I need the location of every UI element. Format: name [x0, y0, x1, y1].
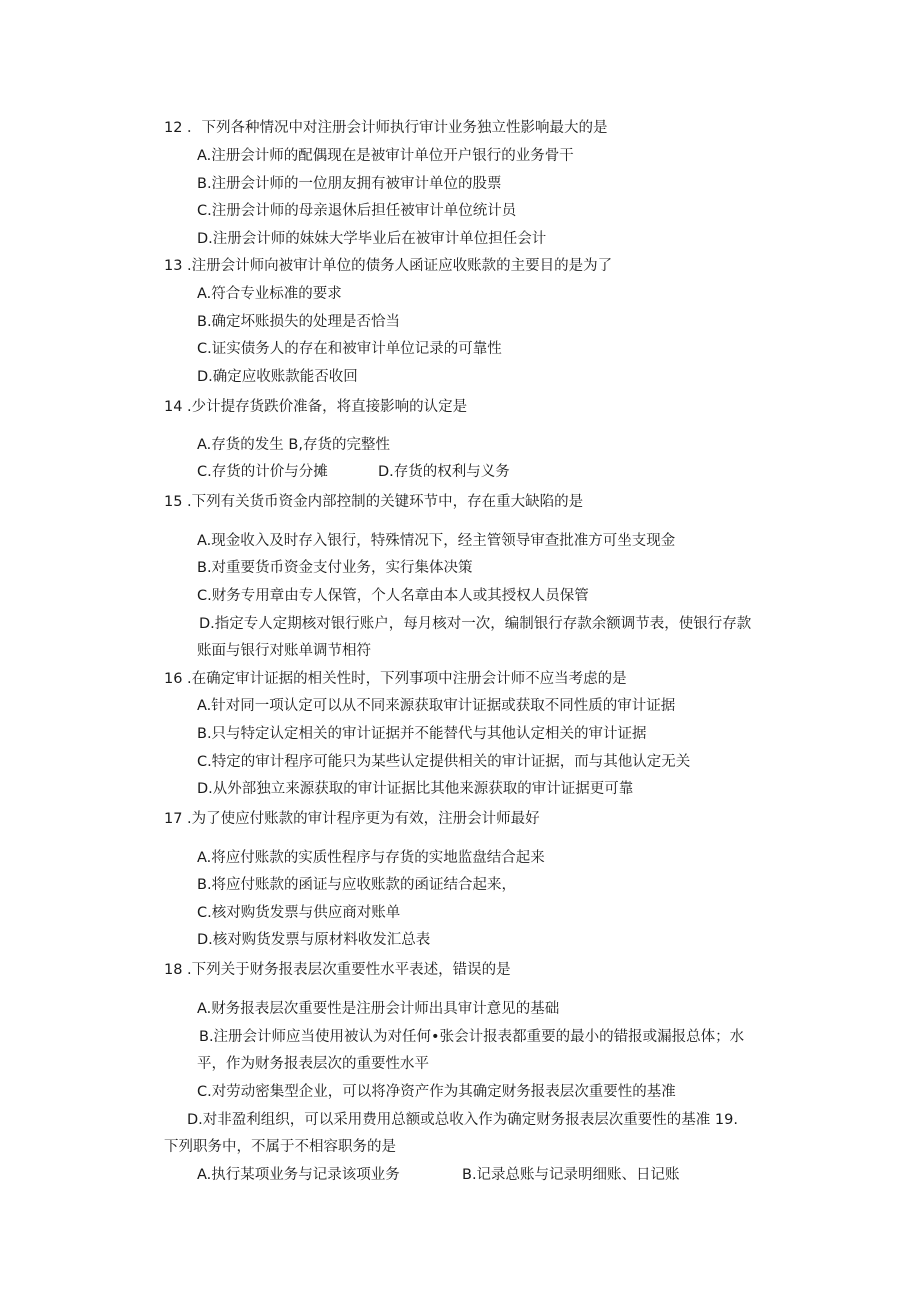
q15-option-b: B.对重要货币资金支付业务，实行集体决策 — [197, 560, 473, 576]
q13-option-c: C.证实债务人的存在和被审计单位记录的可靠性 — [197, 341, 502, 357]
q19-option-b: B.记录总账与记录明细账、日记账 — [462, 1167, 680, 1183]
q13-stem: 13 .注册会计师向被审计单位的债务人函证应收账款的主要目的是为了 — [164, 258, 613, 274]
q15-stem: 15 .下列有关货币资金内部控制的关键环节中，存在重大缺陷的是 — [164, 494, 584, 510]
q18-option-b-line2: 平，作为财务报表层次的重要性水平 — [197, 1056, 429, 1072]
q18-stem: 18 .下列关于财务报表层次重要性水平表述，错误的是 — [164, 962, 511, 978]
q12-option-b: B.注册会计师的一位朋友拥有被审计单位的股票 — [197, 176, 502, 192]
q14-option-c: C.存货的计价与分摊 — [197, 464, 328, 480]
q17-option-c: C.核对购货发票与供应商对账单 — [197, 905, 401, 921]
q16-option-d: D.从外部独立来源获取的审计证据比其他来源获取的审计证据更可靠 — [197, 781, 634, 797]
q17-stem: 17 .为了使应付账款的审计程序更为有效，注册会计师最好 — [164, 811, 540, 827]
q13-option-d: D.确定应收账款能否收回 — [197, 369, 358, 385]
q16-option-a: A.针对同一项认定可以从不同来源获取审计证据或获取不同性质的审计证据 — [197, 698, 676, 714]
q15-option-c: C.财务专用章由专人保管，个人名章由本人或其授权人员保管 — [197, 588, 589, 604]
q19-option-a: A.执行某项业务与记录该项业务 — [197, 1167, 400, 1183]
q16-stem: 16 .在确定审计证据的相关性时，下列事项中注册会计师不应当考虑的是 — [164, 671, 627, 687]
q12-option-c: C.注册会计师的母亲退休后担任被审计单位统计员 — [197, 203, 517, 219]
q12-option-a: A.注册会计师的配偶现在是被审计单位开户银行的业务骨干 — [197, 148, 574, 164]
q16-option-c: C.特定的审计程序可能只为某些认定提供相关的审计证据，而与其他认定无关 — [197, 754, 691, 770]
q19-stem: 下列职务中，不属于不相容职务的是 — [164, 1139, 396, 1155]
q17-option-d: D.核对购货发票与原材料收发汇总表 — [197, 932, 431, 948]
q12-stem: 12 ．下列各种情况中对注册会计师执行审计业务独立性影响最大的是 — [164, 120, 608, 136]
q13-option-b: B.确定坏账损失的处理是否恰当 — [197, 314, 401, 330]
q17-option-a: A.将应付账款的实质性程序与存货的实地监盘结合起来 — [197, 850, 545, 866]
q15-option-a: A.现金收入及时存入银行，特殊情况下，经主管领导审查批准方可坐支现金 — [197, 533, 676, 549]
q15-option-d-line1: D.指定专人定期核对银行账户，每月核对一次，编制银行存款余额调节表，使银行存款 — [199, 616, 752, 632]
q18-option-c: C.对劳动密集型企业，可以将净资产作为其确定财务报表层次重要性的基准 — [197, 1084, 676, 1100]
q18-option-b-line1: B.注册会计师应当使用被认为对任何•张会计报表都重要的最小的错报或漏报总体；水 — [199, 1029, 745, 1045]
q18-option-a: A.财务报表层次重要性是注册会计师出具审计意见的基础 — [197, 1001, 560, 1017]
q15-option-d-line2: 账面与银行对账单调节相符 — [197, 643, 371, 659]
q14-option-ab: A.存货的发生 B,存货的完整性 — [197, 437, 390, 453]
q14-option-d: D.存货的权利与义务 — [378, 464, 510, 480]
q16-option-b: B.只与特定认定相关的审计证据并不能替代与其他认定相关的审计证据 — [197, 726, 647, 742]
q17-option-b: B.将应付账款的函证与应收账款的函证结合起来， — [197, 877, 517, 893]
q13-option-a: A.符合专业标准的要求 — [197, 286, 342, 302]
q14-stem: 14 .少计提存货跌价准备，将直接影响的认定是 — [164, 399, 468, 415]
q18-option-d: D.对非盈利组织，可以采用费用总额或总收入作为确定财务报表层次重要性的基准 19. — [187, 1112, 738, 1128]
q12-option-d: D.注册会计师的妹妹大学毕业后在被审计单位担任会计 — [197, 231, 547, 247]
